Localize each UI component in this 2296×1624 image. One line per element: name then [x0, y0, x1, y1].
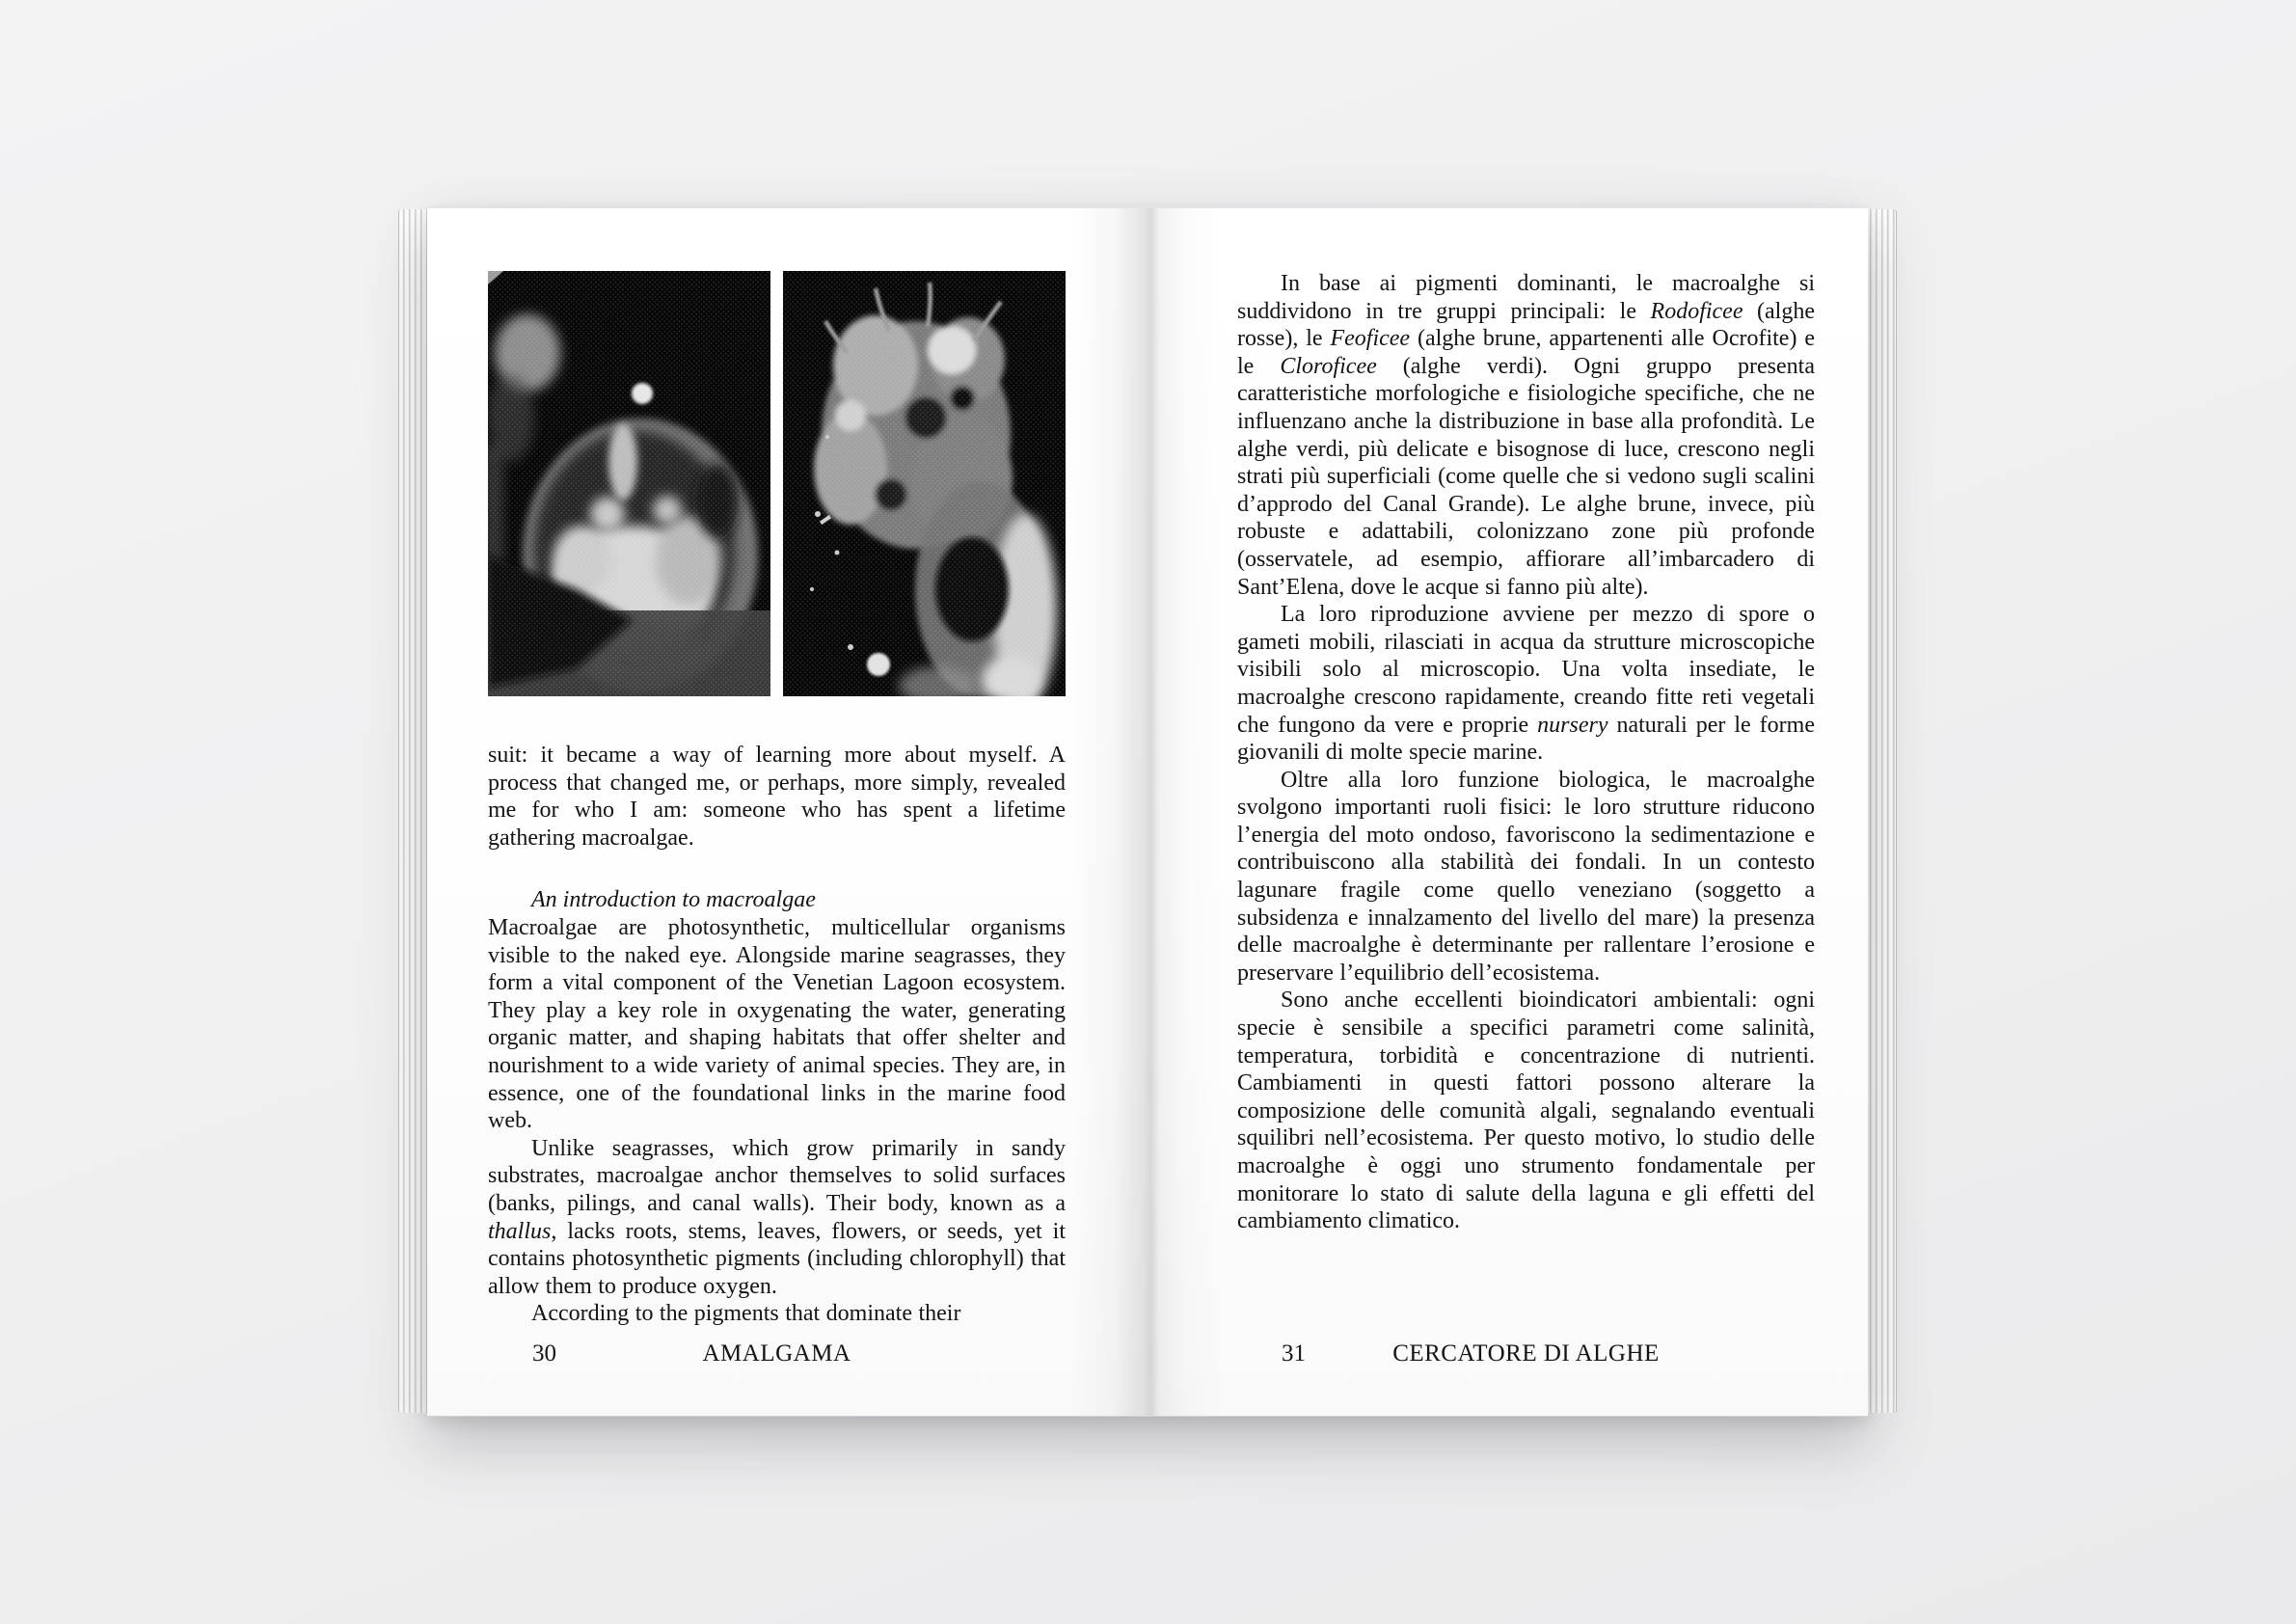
paragraph-pigmenti-dominanti: In base ai pigmenti dominanti, le macroalghe si suddividono in tre gruppi principali: le Rodoficee (alghe rosse), le Feoficee (alghe brune, appartenenti alle Ocrofite) e le Cloroficee (alghe verdi). Ogni gruppo presenta caratteristiche morfologiche e fisiologiche specifiche, che ne influenzano anche la distribuzione in base alla profondità. Le alghe verdi, più delicate e bisognose di luce, crescono negli strati più superficiali (come quelle che si vedono sugli scalini d’approdo del Canal Grande). Le alghe brune, invece, più robuste e adattabili, colonizzano zone più profonde (osservatele, ad esempio, affiorare all’imbarcadero di Sant’Elena, dove le acque si fanno più alte). [1237, 271, 1815, 600]
section-heading: An introduction to macroalgae [531, 887, 816, 913]
photo-round-algae-specimen [488, 271, 770, 696]
paragraph-macroalgae-definition: Macroalgae are photosynthetic, multicellular organisms visible to the naked eye. Alongside marine seagrasses, they form a vital component of the Venetian Lagoon ecosystem. They play a key role in oxygenating the water, generating organic matter, and shaping habitats that offer shelter and nourishment to a wide variety of animal species. They are, in essence, one of the foundational links in the marine food web. [488, 914, 1066, 1134]
page-right-body [1237, 270, 1815, 1340]
page-left-body [488, 270, 1066, 1340]
page-stack-edge-left [398, 209, 429, 1413]
book-gutter-shadow [1070, 208, 1225, 1416]
open-book [398, 207, 1897, 1415]
page-left-footer [488, 1340, 1066, 1368]
paragraph-funzione-biologica: Oltre alla loro funzione biologica, le macroalghe svolgono importanti ruoli fisici: le loro strutture riducono l’energia del moto ondoso, favoriscono la sedimentazione e contribuiscono alla stabilità dei fondali. In un contesto lagunare fragile come quello veneziano (soggetto a subsidenza e innalzamento del livello del mare) la presenza delle macroalghe è determinante per rallentare l’erosione e preservare l’equilibrio dell’ecosistema. [1237, 767, 1815, 986]
paragraph-bioindicatori: Sono anche eccellenti bioindicatori ambientali: ogni specie è sensibile a specifici parametri come salinità, temperatura, torbidità e concentrazione di nutrienti. Cambiamenti in questi fattori possono alterare la composizione delle comunità algali, segnalando eventuali squilibri nell’ecosistema. Per questo motivo, lo studio delle macroalghe è oggi uno strumento fondamentale per monitorare lo stato di salute della laguna e gli effetti del cambiamento climatico. [1237, 988, 1815, 1234]
photo-branching-algae-specimen [783, 271, 1066, 696]
paragraph-riproduzione: La loro riproduzione avviene per mezzo di spore o gameti mobili, rilasciati in acqua da strutture microscopiche visibili solo al microscopio. Una volta insediate, le macroalghe crescono rapidamente, creando fitte reti vegetali che fungono da vere e proprie nursery naturali per le forme giovanili di molte specie marine. [1237, 602, 1815, 766]
paragraph-unlike-seagrasses: Unlike seagrasses, which grow primarily in sandy substrates, macroalgae anchor themselves to solid surfaces (banks, pilings, and canal walls). Their body, known as a thallus, lacks roots, stems, leaves, flowers, or seeds, yet it contains photosynthetic pigments (including chlorophyll) that allow them to produce oxygen. [488, 1135, 1066, 1299]
paragraph-intro-continuation: suit: it became a way of learning more about myself. A process that changed me, or perhaps, more simply, revealed me for who I am: someone who has spent a lifetime gathering macroalgae. [488, 743, 1066, 851]
page-left [488, 270, 1066, 1416]
paragraph-according-pigments: According to the pigments that dominate their [531, 1301, 961, 1327]
page-number-right: 31 [1282, 1340, 1306, 1367]
page-number-left: 30 [532, 1340, 556, 1367]
photo-row [488, 271, 1066, 696]
page-stack-edge-right [1866, 209, 1897, 1413]
book-spread [427, 207, 1868, 1417]
running-title-left: AMALGAMA [702, 1340, 851, 1367]
page-right-footer [1237, 1340, 1815, 1368]
page-right [1237, 270, 1815, 1416]
running-title-right: CERCATORE DI ALGHE [1392, 1340, 1660, 1367]
